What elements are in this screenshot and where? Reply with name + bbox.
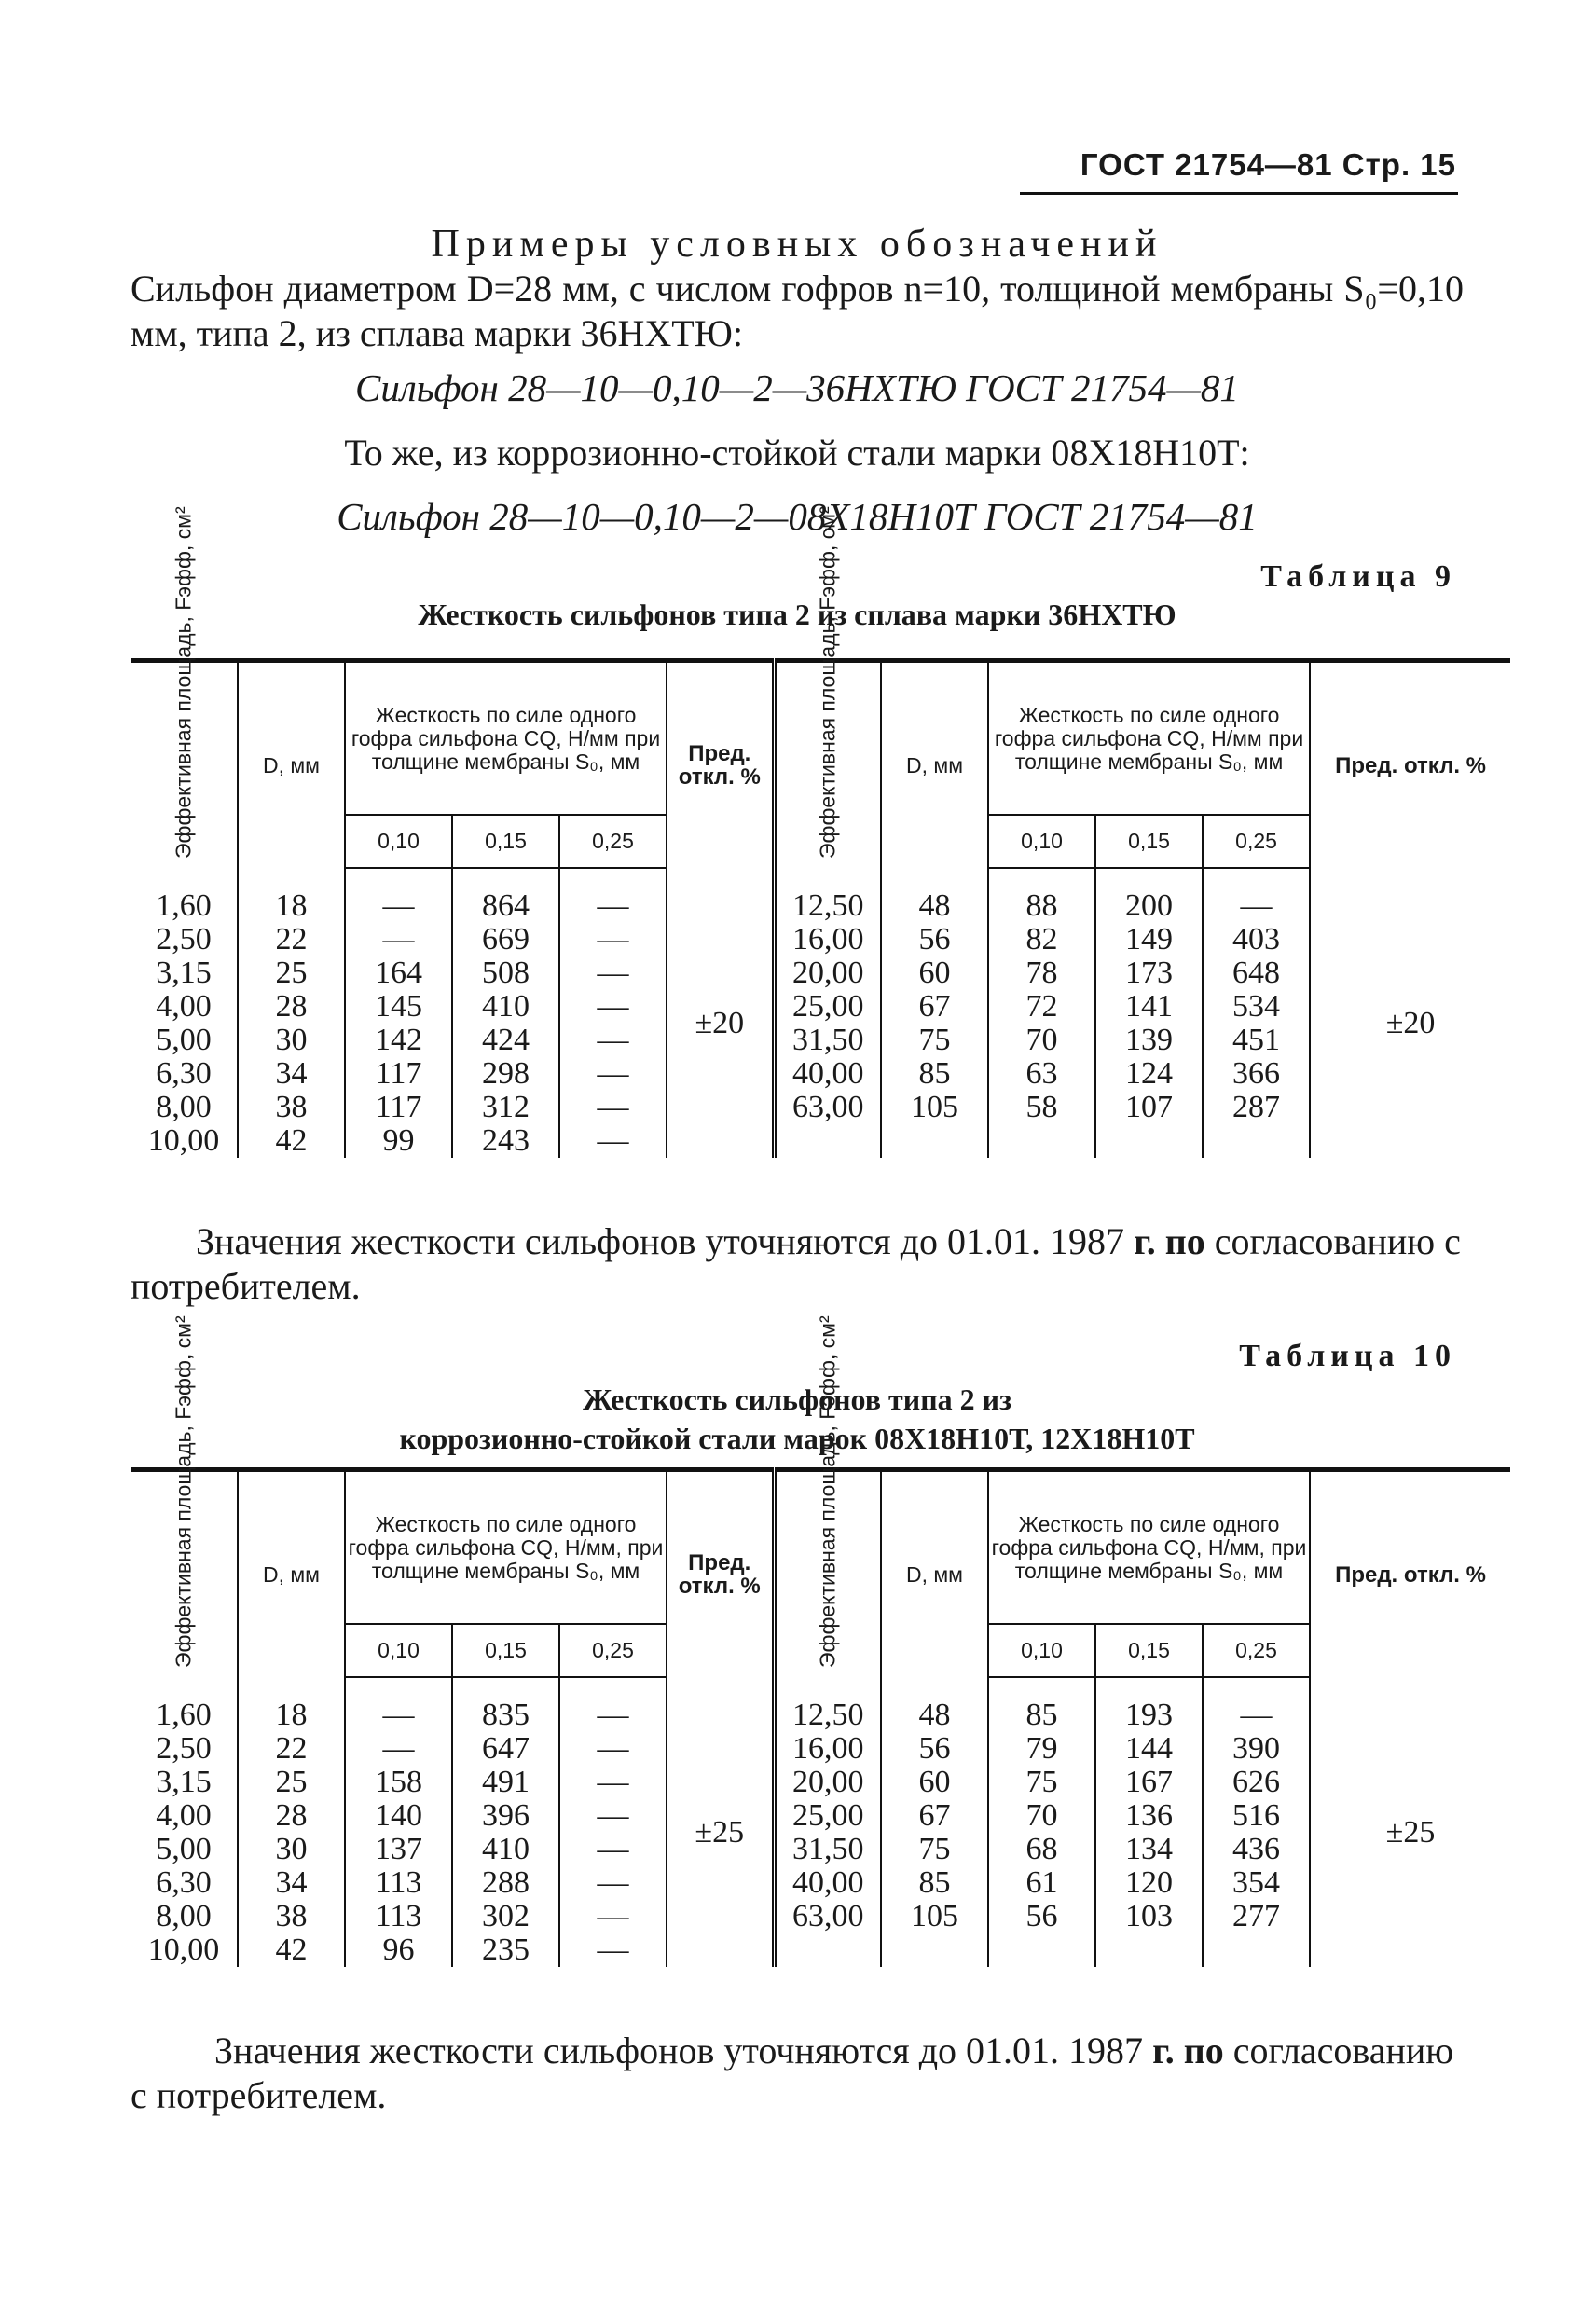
- table9-cell-right-area: [774, 1124, 881, 1158]
- table10-cell-right-d: 67: [881, 1799, 988, 1833]
- table9-cell-d: 18: [238, 889, 345, 923]
- table9-row: [131, 990, 1510, 1024]
- table10-cell-area: 6,30: [156, 1865, 212, 1900]
- table10-cell-c025: —: [559, 1732, 667, 1766]
- table10-cell-right-c010: 61: [988, 1866, 1095, 1900]
- table10-cell-right-c015: [1095, 1933, 1203, 1967]
- table10-cell-d: 30: [238, 1833, 345, 1866]
- table10-cell-right-area: 20,00: [774, 1766, 881, 1799]
- table10-row: [131, 1833, 1510, 1866]
- table9-cell-right-c015: 124: [1095, 1057, 1203, 1091]
- table10-cell-right-d: 105: [881, 1900, 988, 1933]
- table10-cell-c025: —: [559, 1766, 667, 1799]
- table9-cell-right-c010: 58: [988, 1091, 1095, 1124]
- table9-row: [131, 1091, 1510, 1124]
- table9-cell-c015: 508: [452, 956, 559, 990]
- table9-cell-c015: 864: [452, 889, 559, 923]
- table9-header-stiffness-right: Жесткость по силе одного гофра сильфона CQ, Н/мм при толщине мембраны S₀, мм: [988, 661, 1310, 816]
- table9-cell-right-area: 63,00: [774, 1091, 881, 1124]
- table9-cell-c025: —: [559, 1124, 667, 1158]
- table10-header-stiffness-right: Жесткость по силе одного гофра сильфона CQ, Н/мм, при толщине мембраны S₀, мм: [988, 1470, 1310, 1625]
- table9-cell-right-c015: 139: [1095, 1024, 1203, 1057]
- table9-cell-right-c015: 173: [1095, 956, 1203, 990]
- table9-cell-d: 34: [238, 1057, 345, 1091]
- table9-note-text-2: согласованию с потребителем.: [131, 1220, 1461, 1307]
- table10-cell-d: 22: [238, 1732, 345, 1766]
- table9-cell-c025: —: [559, 889, 667, 923]
- table9-header-t025-right: 0,25: [1203, 815, 1310, 868]
- table9-cell-right-c010: 63: [988, 1057, 1095, 1091]
- table10-cell-d: 28: [238, 1799, 345, 1833]
- table10-cell-right-area: [774, 1933, 881, 1967]
- table10-note-text-2: согласованию с потребителем.: [131, 2029, 1454, 2116]
- table10-cell-right-c010: 68: [988, 1833, 1095, 1866]
- table10-cell-right-c015: 167: [1095, 1766, 1203, 1799]
- table9-cell-c010: 117: [345, 1057, 452, 1091]
- table10-cell-c025: —: [559, 1699, 667, 1732]
- table10-title: [131, 1380, 1464, 1458]
- table10-header-d-right: D, мм: [881, 1470, 988, 1678]
- table10-cell-d: 38: [238, 1900, 345, 1933]
- table9-cell-area: 10,00: [147, 1123, 220, 1158]
- table10-row: [131, 1866, 1510, 1900]
- table10-title-line1: Жесткость сильфонов типа 2 из: [583, 1382, 1011, 1416]
- table10-cell-area: 5,00: [156, 1832, 212, 1866]
- table10-cell-right-c025: —: [1203, 1699, 1310, 1732]
- table9-cell-area: 6,30: [156, 1056, 212, 1091]
- table10-cell-c025: —: [559, 1933, 667, 1967]
- table10-row: [131, 1900, 1510, 1933]
- table10-cell-c015: 302: [452, 1900, 559, 1933]
- table9-cell-right-d: 67: [881, 990, 988, 1024]
- table9-row: [131, 1024, 1510, 1057]
- table9-header-t025: 0,25: [559, 815, 667, 868]
- table9-cell-right-c015: [1095, 1124, 1203, 1158]
- table10-cell-c010: 137: [345, 1833, 452, 1866]
- table10-cell-right-c025: 436: [1203, 1833, 1310, 1866]
- table10-cell-c010: —: [345, 1699, 452, 1732]
- table9-cell-c010: 164: [345, 956, 452, 990]
- table10-cell-c015: 288: [452, 1866, 559, 1900]
- table10-cell-c010: 158: [345, 1766, 452, 1799]
- table9-cell-right-d: 85: [881, 1057, 988, 1091]
- table9-cell-right-c025: —: [1203, 889, 1310, 923]
- table10-cell-right-c015: 120: [1095, 1866, 1203, 1900]
- table10-row: [131, 1699, 1510, 1732]
- table9-cell-right-c010: 82: [988, 923, 1095, 956]
- table9-cell-c010: —: [345, 889, 452, 923]
- example-designation-2: Сильфон 28—10—0,10—2—08Х18Н10Т ГОСТ 21754—81: [337, 495, 1258, 538]
- table9-header-tol-right: Пред. откл. %: [1310, 661, 1510, 869]
- table9-cell-right-area: 25,00: [774, 990, 881, 1024]
- page-header: ГОСТ 21754—81 Стр. 15: [1080, 147, 1456, 182]
- table9-cell-right-d: 60: [881, 956, 988, 990]
- table9-cell-c010: 99: [345, 1124, 452, 1158]
- table9-cell-d: 22: [238, 923, 345, 956]
- table10-cell-right-c010: 75: [988, 1766, 1095, 1799]
- table9-title: Жесткость сильфонов типа 2 из сплава марки 36НХТЮ: [418, 598, 1176, 631]
- table9-row: [131, 956, 1510, 990]
- table9-cell-area: 8,00: [156, 1090, 212, 1124]
- table10-cell-right-c015: 136: [1095, 1799, 1203, 1833]
- table9-cell-c025: —: [559, 1024, 667, 1057]
- table9-header-stiffness: Жесткость по силе одного гофра сильфона CQ, Н/мм при толщине мембраны S₀, мм: [345, 661, 667, 816]
- table10-cell-c015: 491: [452, 1766, 559, 1799]
- table10-cell-right-c010: 70: [988, 1799, 1095, 1833]
- table10-cell-right-d: 75: [881, 1833, 988, 1866]
- table10-cell-area: 4,00: [156, 1798, 212, 1833]
- table9-row: [131, 923, 1510, 956]
- table9-header-tol: Пред. откл. %: [667, 661, 774, 869]
- table9-cell-right-area: 40,00: [774, 1057, 881, 1091]
- table10-cell-right-c025: 277: [1203, 1900, 1310, 1933]
- table10-cell-right-c015: 134: [1095, 1833, 1203, 1866]
- table9-header-t010: 0,10: [345, 815, 452, 868]
- table9-cell-area: 1,60: [156, 888, 212, 923]
- table10-cell-c025: —: [559, 1833, 667, 1866]
- table9-cell-c025: —: [559, 990, 667, 1024]
- example-paragraph-1: Сильфон диаметром D=28 мм, с числом гофров n=10, толщиной мембраны S₀=0,10 мм, типа 2, из сплава марки 36НХТЮ:: [131, 268, 1464, 354]
- table10-cell-right-c025: 516: [1203, 1799, 1310, 1833]
- table10-cell-right-c015: 193: [1095, 1699, 1203, 1732]
- table10-tolerance-right: ±25: [1310, 1699, 1510, 1967]
- table10-cell-right-area: 31,50: [774, 1833, 881, 1866]
- example-designation-1: Сильфон 28—10—0,10—2—36НХТЮ ГОСТ 21754—81: [355, 366, 1239, 409]
- table10-header-tol: Пред. откл. %: [667, 1470, 774, 1678]
- table10-note-text: Значения жесткости сильфонов уточняются до 01.01. 1987: [214, 2029, 1144, 2071]
- table9-cell-d: 25: [238, 956, 345, 990]
- table9-note: [131, 1219, 1464, 1309]
- table9-header-t015-right: 0,15: [1095, 815, 1203, 868]
- table10-note: [131, 2029, 1464, 2118]
- header-rule: [1020, 192, 1458, 195]
- table9-cell-c025: —: [559, 956, 667, 990]
- table10-cell-d: 34: [238, 1866, 345, 1900]
- table10-cell-d: 42: [238, 1933, 345, 1967]
- table10-header-area: Эффективная площадь, Fэфф, см²: [171, 1315, 196, 1668]
- table10-cell-area: 2,50: [156, 1731, 212, 1766]
- table10-cell-c015: 835: [452, 1699, 559, 1732]
- table10-cell-c010: 140: [345, 1799, 452, 1833]
- table9-note-bold: г. по: [1134, 1220, 1205, 1262]
- examples-title: Примеры условных обозначений: [431, 223, 1163, 266]
- table10-row: [131, 1732, 1510, 1766]
- table9-cell-right-c025: 451: [1203, 1024, 1310, 1057]
- table9-cell-right-d: 75: [881, 1024, 988, 1057]
- table10-cell-area: 8,00: [156, 1899, 212, 1933]
- table10-header-area-right: Эффективная площадь, Fэфф, см²: [774, 1470, 881, 1678]
- table9-row: [131, 1057, 1510, 1091]
- table10-cell-right-area: 12,50: [774, 1699, 881, 1732]
- table9-cell-right-c015: 107: [1095, 1091, 1203, 1124]
- table9-cell-right-c025: 648: [1203, 956, 1310, 990]
- table10-header-d: D, мм: [238, 1470, 345, 1678]
- table9-cell-right-area: 12,50: [774, 889, 881, 923]
- table9-header-area: Эффективная площадь, Fэфф, см²: [171, 506, 196, 859]
- table10-cell-right-d: 60: [881, 1766, 988, 1799]
- example-paragraph-2: То же, из коррозионно-стойкой стали марки 08Х18Н10Т:: [344, 432, 1250, 474]
- table9-cell-right-c010: 78: [988, 956, 1095, 990]
- table9-cell-right-c010: 88: [988, 889, 1095, 923]
- table10-row: [131, 1933, 1510, 1967]
- table9-cell-right-c015: 200: [1095, 889, 1203, 923]
- table10-cell-c025: —: [559, 1866, 667, 1900]
- table10-cell-right-c025: 354: [1203, 1866, 1310, 1900]
- table9-cell-d: 28: [238, 990, 345, 1024]
- table9-header-d-right: D, мм: [881, 661, 988, 869]
- table10-cell-area: 10,00: [147, 1933, 220, 1967]
- table10-cell-d: 18: [238, 1699, 345, 1732]
- table9-cell-c025: —: [559, 1057, 667, 1091]
- table9-header-area-right: Эффективная площадь, Fэфф, см²: [774, 661, 881, 869]
- table9-cell-right-c010: 72: [988, 990, 1095, 1024]
- table10-cell-right-c010: 85: [988, 1699, 1095, 1732]
- table10-cell-c010: —: [345, 1732, 452, 1766]
- table9-cell-c010: 142: [345, 1024, 452, 1057]
- table9-cell-right-c025: 403: [1203, 923, 1310, 956]
- table9-cell-c010: 145: [345, 990, 452, 1024]
- table10-header-stiffness: Жесткость по силе одного гофра сильфона CQ, Н/мм, при толщине мембраны S₀, мм: [345, 1470, 667, 1625]
- table10-cell-c015: 235: [452, 1933, 559, 1967]
- table9-cell-c010: —: [345, 923, 452, 956]
- table9-header-t010-right: 0,10: [988, 815, 1095, 868]
- table10-cell-right-c025: [1203, 1933, 1310, 1967]
- table9-cell-right-d: 56: [881, 923, 988, 956]
- table10-cell-c010: 113: [345, 1900, 452, 1933]
- table10-header-t010: 0,10: [345, 1624, 452, 1677]
- table9-cell-right-c015: 149: [1095, 923, 1203, 956]
- table10-cell-right-d: 48: [881, 1699, 988, 1732]
- table9-cell-c015: 424: [452, 1024, 559, 1057]
- table9-cell-d: 38: [238, 1091, 345, 1124]
- table10-cell-right-area: 40,00: [774, 1866, 881, 1900]
- table10-header-t015: 0,15: [452, 1624, 559, 1677]
- table10-cell-c025: —: [559, 1799, 667, 1833]
- table9-tolerance-left: ±20: [667, 889, 774, 1158]
- table9-cell-c015: 243: [452, 1124, 559, 1158]
- table9-cell-c015: 410: [452, 990, 559, 1024]
- table9-cell-right-d: [881, 1124, 988, 1158]
- table10-tolerance-left: ±25: [667, 1699, 774, 1967]
- table9-cell-right-c010: [988, 1124, 1095, 1158]
- table10-cell-c010: 96: [345, 1933, 452, 1967]
- table10-cell-area: 3,15: [156, 1765, 212, 1799]
- table9-cell-c015: 669: [452, 923, 559, 956]
- table9-cell-area: 2,50: [156, 922, 212, 956]
- table10-cell-c025: —: [559, 1900, 667, 1933]
- table10-title-line2: коррозионно-стойкой стали марок 08Х18Н10Т, 12Х18Н10Т: [399, 1422, 1195, 1455]
- table9-cell-right-area: 20,00: [774, 956, 881, 990]
- table10-cell-right-area: 63,00: [774, 1900, 881, 1933]
- table10-header-t010-right: 0,10: [988, 1624, 1095, 1677]
- table9-cell-area: 5,00: [156, 1023, 212, 1057]
- table10-cell-c010: 113: [345, 1866, 452, 1900]
- table10-cell-right-c010: 56: [988, 1900, 1095, 1933]
- table9-cell-right-c025: 366: [1203, 1057, 1310, 1091]
- table10-cell-c015: 396: [452, 1799, 559, 1833]
- table9-note-text: Значения жесткости сильфонов уточняются до 01.01. 1987: [196, 1220, 1125, 1262]
- table10-cell-right-c010: 79: [988, 1732, 1095, 1766]
- table9-cell-right-c025: [1203, 1124, 1310, 1158]
- table9-cell-d: 30: [238, 1024, 345, 1057]
- table9-number: Таблица 9: [1260, 559, 1456, 594]
- table10-cell-right-d: 56: [881, 1732, 988, 1766]
- table10-header-t025: 0,25: [559, 1624, 667, 1677]
- table10-cell-right-area: 16,00: [774, 1732, 881, 1766]
- table9-row: [131, 1124, 1510, 1158]
- table9-header-t015: 0,15: [452, 815, 559, 868]
- table10-cell-right-d: [881, 1933, 988, 1967]
- table9-cell-right-area: 16,00: [774, 923, 881, 956]
- table10-row: [131, 1766, 1510, 1799]
- table10-header-tol-right: Пред. откл. %: [1310, 1470, 1510, 1678]
- table10-cell-right-area: 25,00: [774, 1799, 881, 1833]
- table10-cell-area: 1,60: [156, 1698, 212, 1732]
- table9-cell-right-c025: 287: [1203, 1091, 1310, 1124]
- table9-cell-right-area: 31,50: [774, 1024, 881, 1057]
- table9-cell-right-c015: 141: [1095, 990, 1203, 1024]
- table9-cell-area: 3,15: [156, 956, 212, 990]
- table10-note-bold: г. по: [1152, 2029, 1224, 2071]
- table9-tolerance-right: ±20: [1310, 889, 1510, 1158]
- table10-header-t025-right: 0,25: [1203, 1624, 1310, 1677]
- table9-cell-c015: 312: [452, 1091, 559, 1124]
- table10-cell-right-d: 85: [881, 1866, 988, 1900]
- table9-cell-right-c025: 534: [1203, 990, 1310, 1024]
- table9-cell-d: 42: [238, 1124, 345, 1158]
- table10-row: [131, 1799, 1510, 1833]
- table9-cell-area: 4,00: [156, 989, 212, 1024]
- table9-cell-right-c010: 70: [988, 1024, 1095, 1057]
- table10-cell-c015: 647: [452, 1732, 559, 1766]
- table9-cell-right-d: 105: [881, 1091, 988, 1124]
- table9-cell-c025: —: [559, 923, 667, 956]
- table9-cell-c015: 298: [452, 1057, 559, 1091]
- table10-cell-right-c010: [988, 1933, 1095, 1967]
- table9-cell-c010: 117: [345, 1091, 452, 1124]
- table9-cell-right-d: 48: [881, 889, 988, 923]
- table10-cell-right-c025: 390: [1203, 1732, 1310, 1766]
- table10-cell-right-c025: 626: [1203, 1766, 1310, 1799]
- table9-cell-c025: —: [559, 1091, 667, 1124]
- table10-cell-right-c015: 103: [1095, 1900, 1203, 1933]
- table10-header-t015-right: 0,15: [1095, 1624, 1203, 1677]
- table9-row: [131, 889, 1510, 923]
- table10-cell-right-c015: 144: [1095, 1732, 1203, 1766]
- table10-cell-c015: 410: [452, 1833, 559, 1866]
- table10-cell-d: 25: [238, 1766, 345, 1799]
- table9-header-d: D, мм: [238, 661, 345, 869]
- table10-number: Таблица 10: [1239, 1339, 1456, 1373]
